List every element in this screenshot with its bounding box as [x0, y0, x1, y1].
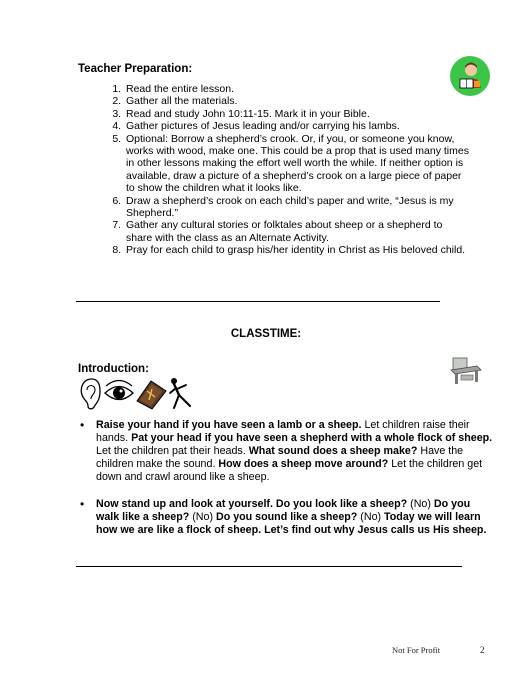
introduction-bullets	[78, 419, 494, 551]
instruction-text: (No)	[357, 511, 385, 523]
ear-icon	[81, 379, 100, 409]
instruction-text: Have the children make the sound.	[96, 445, 464, 470]
introduction-heading: Introduction:	[78, 363, 149, 375]
instruction-text: (No)	[189, 511, 216, 523]
bold-prompt-text: How does a sheep move around?	[218, 458, 389, 470]
bold-prompt-text: Pat your head if you have seen a shepherd with a whole flock of sheep.	[131, 432, 493, 444]
prep-step-1: 1. Read the entire lesson.	[124, 83, 469, 95]
instruction-text: Let children raise their hands.	[96, 419, 470, 444]
intro-bullet-1	[96, 419, 494, 484]
bold-prompt-text: Do you walk like a sheep?	[96, 498, 471, 523]
footer-text: Not For Profit	[392, 645, 441, 655]
page-number: 2	[480, 645, 485, 655]
prep-step-4: 4. Gather pictures of Jesus leading and/or carrying his lambs.	[124, 120, 469, 132]
bold-prompt-text: Today we will learn how we are like a flock of sheep. Let’s find out why Jesus calls us His sheep.	[96, 511, 487, 536]
moving-figure-icon	[170, 378, 190, 408]
prep-step-6: 6. Draw a shepherd’s crook on each child’s paper and write, “Jesus is my Shepherd.”	[124, 195, 469, 220]
section-divider-bottom	[76, 566, 462, 567]
classtime-heading: CLASSTIME:	[230, 328, 302, 340]
bold-prompt-text: What sound does a sheep make?	[248, 445, 418, 457]
prep-step-3: 3. Read and study John 10:11-15. Mark it in your Bible.	[124, 108, 469, 120]
instruction-text: Let the children pat their heads.	[96, 445, 249, 457]
prep-step-5: 5. Optional: Borrow a shepherd’s crook. Or, if you, or someone you know, works with wood, make one. This could be a prop that is used many times in other lessons making the effort well worth the while. If neither option is available, draw a picture of a shepherd’s crook on a large piece of paper to show the children what it looks like.	[124, 133, 469, 195]
teacher-preparation-heading: Teacher Preparation:	[78, 63, 193, 75]
eye-icon	[105, 381, 133, 400]
bold-prompt-text: Now stand up and look at yourself. Do you look like a sheep?	[96, 498, 408, 510]
instruction-text: (No)	[407, 498, 434, 510]
senses-icons	[78, 375, 196, 411]
school-desk-icon	[447, 356, 485, 386]
instruction-text: Let the children get down and crawl around like a sheep.	[96, 458, 483, 483]
prep-step-8: 8. Pray for each child to grasp his/her identity in Christ as His beloved child.	[124, 244, 469, 256]
teacher-preparation-list	[96, 83, 469, 257]
intro-bullet-2	[96, 498, 494, 537]
prep-step-7: 7. Gather any cultural stories or folktales about sheep or a shepherd to share with the class as an Alternate Activity.	[124, 219, 469, 244]
prep-step-2: 2. Gather all the materials.	[124, 95, 469, 107]
bold-prompt-text: Raise your hand if you have seen a lamb or a sheep.	[96, 419, 362, 431]
bold-prompt-text: Do you sound like a sheep?	[215, 511, 358, 523]
section-divider-top	[76, 301, 440, 302]
bible-icon	[137, 381, 166, 409]
